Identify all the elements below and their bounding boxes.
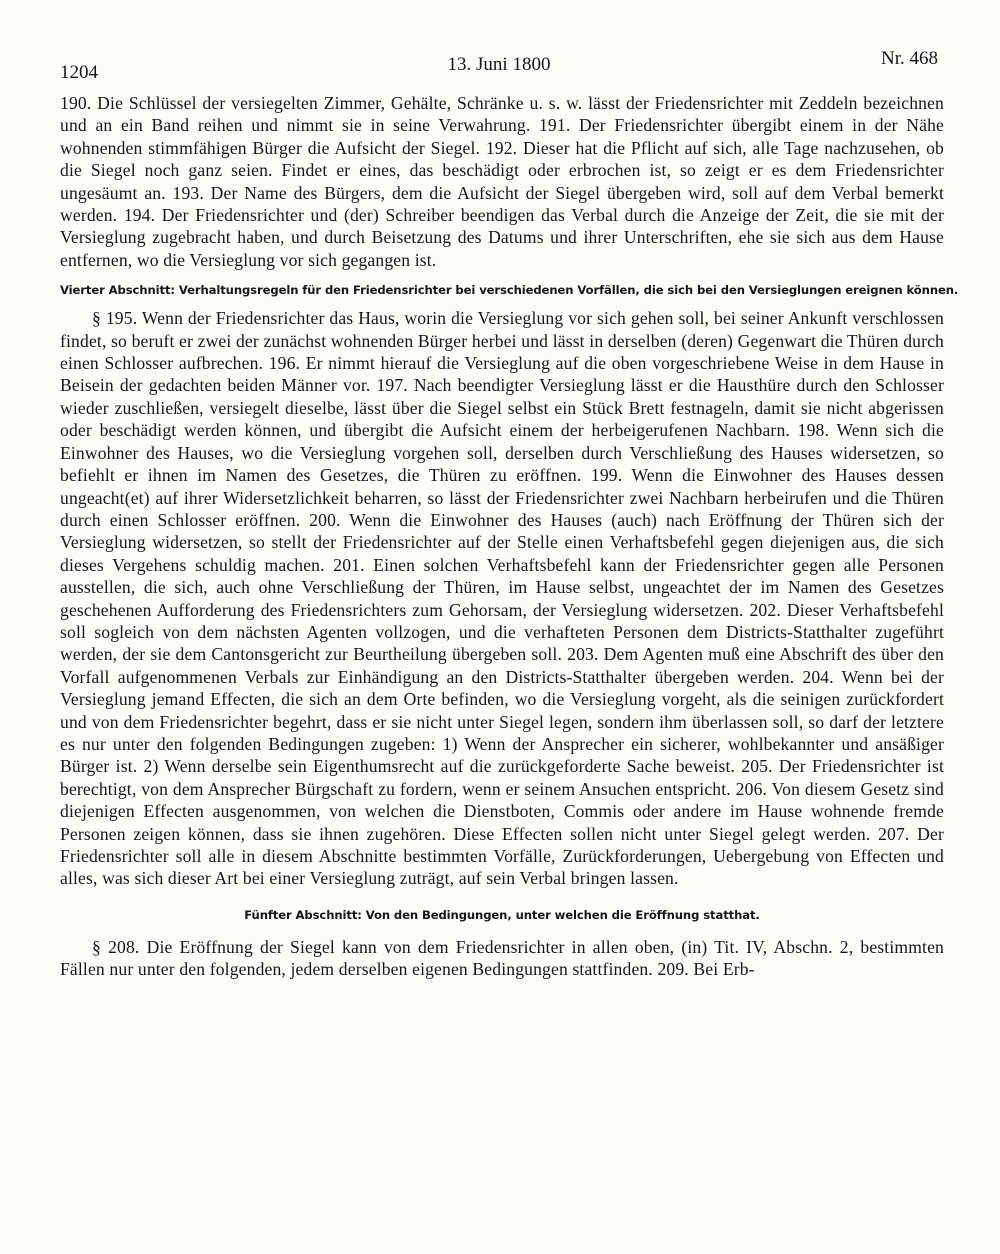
paragraph-195-207: § 195. Wenn der Friedensrichter das Haus, worin die Versieglung vor sich gehen soll, bei seiner Ankunft verschlossen findet, so beruft er zwei der zunächst wohnenden Bürger herbei und lässt in derselben (deren) Gegenwart die Thüren durch einen Schlosser aufbrechen. 196. Er nimmt hierauf die Versieglung auf die oben vorgeschriebene Weise in dem Hause in Beisein der gedachten beiden Männer vor. 197. Nach beendigter Versieglung lässt er die Hausthüre durch den Schlosser wieder zuschließen, versiegelt dieselbe, lässt über die Siegel selbst ein Stück Brett festnageln, damit sie nicht abgerissen oder beschädigt werden können, und übergibt die Aufsicht einem der herbeigerufenen Nachbarn. 198. Wenn sich die Einwohner des Hauses, wo die Versieglung vorgehen soll, derselben durch Verschließung des Hauses widersetzen, so befiehlt er ihnen im Namen des Gesetzes, die Thüren zu eröffnen. 199. Wenn die Einwohner des Hauses dessen ungeacht(et) auf ihrer Widersetzlichkeit beharren, so lässt der Friedensrichter zwei Nachbarn herbeirufen und die Thüren durch einen Schlosser eröffnen. 200. Wenn die Einwohner des Hauses (auch) nach Eröffnung der Thüren sich der Versieglung widersetzen, so stellt der Friedensrichter auf der Stelle einen Verhaftsbefehl gegen diejenigen aus, die sich dieses Vergehens schuldig machen. 201. Einen solchen Verhaftsbefehl kann der Friedensrichter gegen alle Personen ausstellen, die sich, auch ohne Verschließung der Thüren, im Hause selbst, ungeachtet der im Namen des Gesetzes geschehenen Aufforderung des Friedensrichters zum Gehorsam, der Versieglung widersetzen. 202. Dieser Verhaftsbefehl soll sogleich von dem nächsten Agenten vollzogen, und die verhafteten Personen dem Districts-Statthalter zugeführt werden, der sie dem Cantonsgericht zur Beurtheilung übergeben soll. 203. Dem Agenten muß eine Abschrift des über den Vorfall aufgenommenen Verbals zur Einhändigung an den Districts-Statthalter übergeben werden. 204. Wenn bei der Versieglung jemand Effecten, die sich an dem Orte befinden, wo die Versieglung vorgeht, als die seinigen zurückfordert und von dem Friedensrichter begehrt, dass er sie nicht unter Siegel legen, sondern ihm überlassen soll, so darf der letztere es nur unter den folgenden Bedingungen zugeben: 1) Wenn der Ansprecher ein sicherer, wohlbekannter und ansäßiger Bürger ist. 2) Wenn derselbe sein Eigenthumsrecht auf die zurückgeforderte Sache beweist. 205. Der Friedensrichter ist berechtigt, von dem Ansprecher Bürgschaft zu fordern, wenn er seinem Ansuchen entspricht. 206. Von diesem Gesetz sind diejenigen Effecten ausgenommen, von welchen die Dienstboten, Commis oder andere im Hause wohnende fremde Personen zeigen können, dass sie ihnen zugehören. Diese Effecten sollen nicht unter Siegel gelegt werden. 207. Der Friedensrichter soll alle in diesem Abschnitte bestimmten Vorfälle, Zurückforderungen, Uebergebung von Effecten und alles, was sich dieser Art bei einer Versieglung zuträgt, auf sein Verbal bringen lassen. (60, 308, 944, 889)
page-header (60, 48, 938, 88)
paragraph-208-209: § 208. Die Eröffnung der Siegel kann von dem Friedensrichter in allen oben, (in) Tit. IV, Abschn. 2, bestimmten Fällen nur unter den folgenden, jedem derselben eigenen Bedingungen stattfinden. 209. Bei Erb- (60, 936, 944, 980)
body-text (60, 92, 959, 981)
header-date: 13. Juni 1800 (447, 54, 551, 75)
section-heading-4: Vierter Abschnitt: Verhaltungsregeln für den Friedensrichter bei verschiedenen Vorfällen, die sich bei den Versieglungen ereignen können. (60, 283, 959, 298)
paragraph-190-194: 190. Die Schlüssel der versiegelten Zimmer, Gehälte, Schränke u. s. w. lässt der Friedensrichter mit Zeddeln bezeichnen und an ein Band reihen und nimmt sie in seine Verwahrung. 191. Der Friedensrichter übergibt einem in der Nähe wohnenden stimmfähigen Bürger die Aufsicht der Siegel. 192. Dieser hat die Pflicht auf sich, alle Tage nachzusehen, ob die Siegel noch ganz seien. Findet er eines, das beschädigt oder erbrochen ist, so zeigt er es dem Friedensrichter ungesäumt an. 193. Der Name des Bürgers, dem die Aufsicht der Siegel übergeben wird, soll auf dem Verbal bemerkt werden. 194. Der Friedensrichter und (der) Schreiber beendigen das Verbal durch die Anzeige der Zeit, die sie mit der Versieglung zugebracht haben, und durch Beisetzung des Datums und ihrer Unterschriften, ehe sie sich aus dem Hause entfernen, wo die Versieglung vor sich gegangen ist. (60, 93, 944, 270)
document-number: Nr. 468 (881, 48, 938, 69)
page-number: 1204 (60, 62, 98, 83)
section-heading-5: Fünfter Abschnitt: Von den Bedingungen, unter welchen die Eröffnung statthat. (244, 907, 760, 922)
